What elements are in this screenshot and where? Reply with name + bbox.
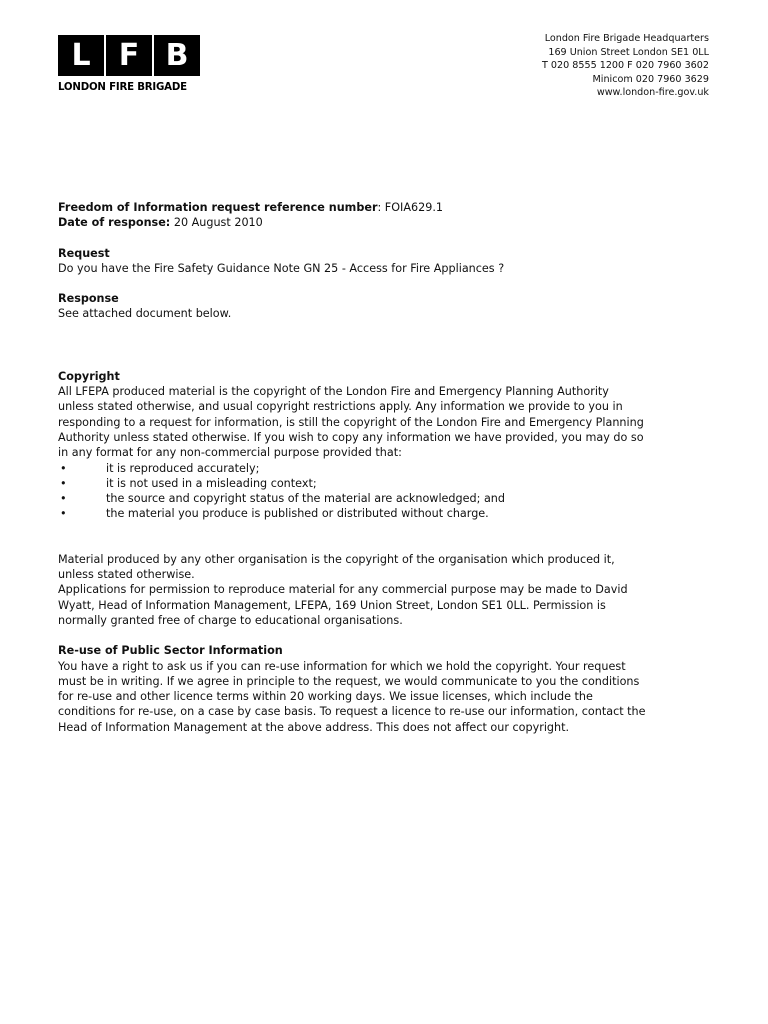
copyright-line: All LFEPA produced material is the copyright of the London Fire and Emergency Planning Authority [58,385,609,399]
response-date-value: 20 August 2010 [170,216,263,230]
bullet-icon: • [60,492,67,506]
copyright-conditions-list [58,461,658,522]
other-material-line: normally granted free of charge to educational organisations. [58,613,403,627]
reuse-heading: Re-use of Public Sector Information [58,644,283,658]
other-material-line: Material produced by any other organisation is the copyright of the organisation which produced it, [58,552,615,566]
list-item-text: it is reproduced accurately; [106,461,260,475]
bullet-icon: • [60,507,67,521]
list-item [58,506,658,521]
other-material-line: unless stated otherwise. [58,568,195,582]
letter-body [58,200,658,735]
other-material-line: Wyatt, Head of Information Management, LFEPA, 169 Union Street, London SE1 0LL. Permission is [58,598,606,612]
response-heading: Response [58,292,119,306]
list-item [58,491,658,506]
logo-letter-f: F [106,35,152,76]
reuse-line: for re-use and other licence terms within 20 working days. We issue licenses, which include the [58,690,593,704]
logo-letter-b: B [154,35,200,76]
list-item [58,476,658,491]
reuse-line: must be in writing. If we agree in principle to the request, we would communicate to you the conditions [58,674,640,688]
list-item [58,461,658,476]
logo-letters [58,35,203,76]
reuse-line: conditions for re-use, on a case by case basis. To request a licence to re-use our information, contact the [58,705,646,719]
copyright-line: Authority unless stated otherwise. If you wish to copy any information we have provided, you may do so [58,430,644,444]
request-section [58,246,658,277]
reference-number-line [58,200,658,215]
address-line-minicom: Minicom 020 7960 3629 [592,73,709,85]
address-line-website: www.london-fire.gov.uk [596,87,709,98]
response-date-label: Date of response: [58,216,171,230]
reference-number-label: Freedom of Information request reference number [58,201,378,214]
bullet-icon: • [60,476,67,490]
address-line-name: London Fire Brigade Headquarters [544,33,709,44]
other-organisation-material-section [58,552,658,628]
request-heading: Request [58,246,110,260]
logo-letter-l: L [58,35,104,76]
reference-number-value: : FOIA629.1 [377,201,444,214]
request-text: Do you have the Fire Safety Guidance Note GN 25 - Access for Fire Appliances ? [58,261,505,275]
headquarters-address [542,32,709,100]
lfb-logo [58,35,203,93]
reuse-line: You have a right to ask us if you can re-use information for which we hold the copyright. Your request [58,659,626,673]
response-date-line [58,215,658,230]
list-item-text: the source and copyright status of the material are acknowledged; and [106,492,505,506]
other-material-line: Applications for permission to reproduce material for any commercial purpose may be made to David [58,583,628,597]
copyright-section [58,369,658,522]
address-line-phone: T 020 8555 1200 F 020 7960 3602 [541,60,709,71]
request-meta [58,200,658,231]
logo-organisation-name: LONDON FIRE BRIGADE [58,82,187,93]
reuse-section [58,643,658,735]
response-text: See attached document below. [58,307,232,321]
list-item-text: the material you produce is published or distributed without charge. [106,507,489,521]
copyright-heading: Copyright [58,369,120,383]
address-line-street: 169 Union Street London SE1 0LL [548,46,709,58]
list-item-text: it is not used in a misleading context; [106,476,317,490]
reuse-line: Head of Information Management at the above address. This does not affect our copyright. [58,720,570,734]
copyright-line: responding to a request for information, is still the copyright of the London Fire and Emergency Planning [58,415,644,429]
bullet-icon: • [60,461,67,475]
response-section [58,291,658,322]
copyright-line: unless stated otherwise, and usual copyright restrictions apply. Any information we provide to you in [58,400,623,414]
copyright-line: in any format for any non-commercial purpose provided that: [58,446,402,460]
